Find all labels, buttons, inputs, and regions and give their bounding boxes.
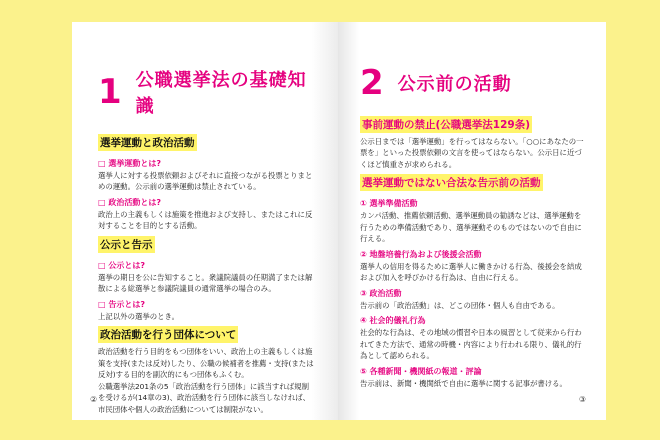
item-label: ② 地盤培養行為および後援会活動 (360, 249, 482, 259)
body-text: 選挙人の信用を得るために選挙人に働きかける行為、後援会を結成および加入を呼びかける行為は、自由に行える。 (360, 261, 582, 283)
body-text: 公職選挙法201条の5「政治活動を行う団体」に該当すれば規制を受けるが(14章の3)、政治活動を行う団体に該当しなければ、市民団体や個人の政治活動については制限がない。 (98, 381, 311, 414)
body-text: 公示日までは「選挙運動」を行ってはならない。「○○にあなたの一票を」といった投票依頼の文言を使ってはならない。公示日に近づくほど慎重さが求められる。 (360, 137, 584, 169)
question-label: □ 公示とは? (98, 260, 145, 270)
page-number: ② (90, 395, 98, 404)
section-title: 公示と告示 (98, 236, 155, 253)
left-page (72, 22, 338, 420)
body-text: カンパ活動、推薦依頼活動、選挙運動員の勧誘などは、選挙運動を行うための準備活動であり、選挙運動そのものではないので自由に行える。 (360, 211, 582, 244)
body-text: 政治上の主義もしくは施策を推進および支持し、またはこれに反対することを目的とする活動。 (98, 209, 313, 231)
section-title: 選挙運動と政治活動 (98, 134, 197, 151)
section-title: 事前運動の禁止(公職選挙法129条) (360, 116, 532, 133)
section-title: 政治活動を行う団体について (98, 326, 238, 343)
body-text: 選挙の期日を公に告知すること。衆議院議員の任期満了または解散による総選挙と参議院議員の通常選挙の場合のみ。 (98, 272, 313, 294)
chapter-title: 公示前の活動 (397, 74, 512, 95)
section (98, 322, 316, 415)
body-text: 上記以外の選挙のとき。 (98, 311, 180, 321)
body-text: 政治活動を行う目的をもつ団体をいい、政治上の主義もしくは施策を支持(または反対)したり、公職の候補者を推薦・支持(または反対)する目的を副次的にもつ団体もふくむ。 (98, 347, 314, 380)
item-label: ① 選挙準備活動 (360, 199, 418, 209)
body-text: 告示前の「政治活動」は、どこの団体・個人も自由である。 (360, 300, 560, 310)
body-text: 告示前は、新聞・機関紙で自由に選挙に関する記事が書ける。 (360, 378, 567, 388)
item-label: ③ 政治活動 (360, 288, 402, 298)
section (360, 112, 584, 170)
section-title: 選挙運動ではない合法な告示前の活動 (360, 174, 543, 191)
chapter-title: 公職選挙法の基礎知識 (135, 70, 307, 117)
left-heading (98, 66, 316, 118)
question-label: □ 選挙運動とは? (98, 159, 161, 168)
chapter-number: 2 (360, 63, 384, 103)
body-text: 選挙人に対する投票依頼およびそれに直接つながる投票とりまとめの運動。公示前の選挙運動は禁止されている。 (98, 171, 313, 192)
body-text: 社会的な行為は、その地域の慣習や日本の風習として従来から行われてきた方法で、通常の時機・内容により行われる限り、儀礼的行為として認められる。 (360, 328, 582, 361)
question-label: □ 告示とは? (98, 299, 145, 309)
page-number: ③ (578, 395, 586, 404)
item-label: ④ 社会的儀礼行為 (360, 316, 426, 326)
question-label: □ 政治活動とは? (98, 197, 161, 207)
item-label: ⑤ 各種新聞・機関紙の報道・評論 (360, 366, 482, 376)
section (360, 170, 584, 389)
right-heading (360, 63, 584, 103)
section (98, 232, 316, 322)
section (98, 130, 316, 232)
chapter-number: 1 (98, 72, 122, 112)
right-page (338, 22, 606, 420)
booklet-spread (72, 22, 606, 420)
